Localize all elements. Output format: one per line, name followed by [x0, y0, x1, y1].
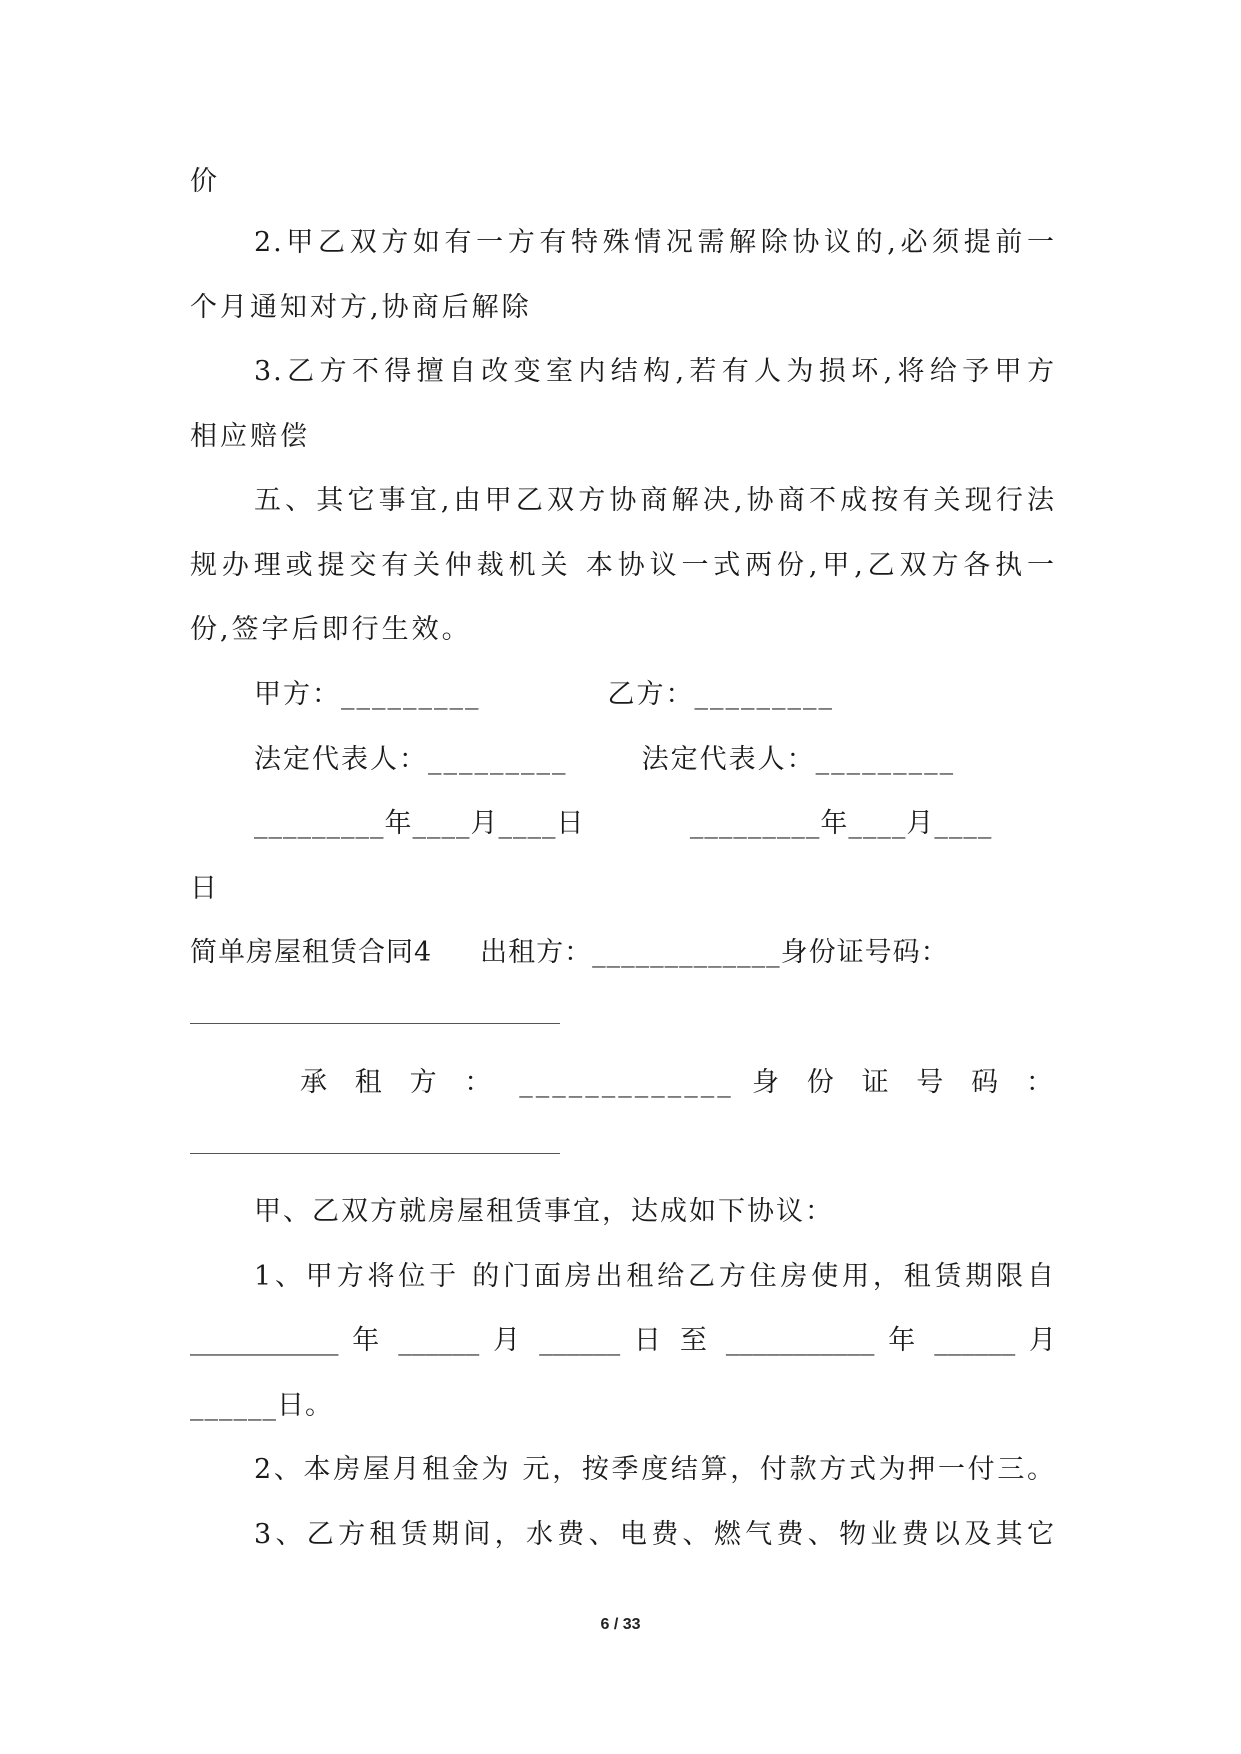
signature-line-representative: 法定代表人：_________ 法定代表人：_________	[254, 744, 956, 775]
text-line: 相应赔偿	[190, 421, 310, 452]
blank-line	[190, 1153, 560, 1154]
lease-term-line: ___________ 年 ______ 月 ______ 日 至 ___________ 年 ______ 月	[190, 1325, 1056, 1356]
text-line: 2.甲乙双方如有一方有特殊情况需解除协议的,必须提前一	[254, 227, 1056, 258]
signature-line-date: _________年____月____日 _________年____月____	[254, 808, 993, 839]
text-line: 3、乙方租赁期间，水费、电费、燃气费、物业费以及其它	[254, 1519, 1056, 1550]
text-line: 日	[190, 873, 220, 904]
lessee-line: 承 租 方 ： _____________ 身 份 证 号 码 ：	[300, 1067, 1056, 1098]
text-line: 1、甲方将位于 的门面房出租给乙方住房使用，租赁期限自	[254, 1261, 1056, 1292]
text-line: 甲、乙双方就房屋租赁事宜，达成如下协议：	[254, 1196, 834, 1227]
text-line: 五、其它事宜,由甲乙双方协商解决,协商不成按有关现行法	[254, 485, 1056, 516]
text-line: 3.乙方不得擅自改变室内结构,若有人为损坏,将给予甲方	[254, 356, 1056, 387]
signature-line-party: 甲方：_________ 乙方：_________	[254, 679, 834, 710]
blank-line	[190, 1023, 560, 1024]
page-number: 6 / 33	[600, 1616, 641, 1633]
text-line: 价	[190, 166, 220, 197]
text-line: 2、本房屋月租金为 元，按季度结算，付款方式为押一付三。	[254, 1454, 1056, 1485]
text-line: ______日。	[190, 1390, 333, 1421]
text-line: 个月通知对方,协商后解除	[190, 292, 532, 323]
contract-heading-lessor: 简单房屋租赁合同4 出租方：_____________身份证号码：	[190, 937, 949, 968]
text-line: 份,签字后即行生效。	[190, 614, 472, 645]
text-line: 规办理或提交有关仲裁机关 本协议一式两份,甲,乙双方各执一	[190, 550, 1056, 581]
